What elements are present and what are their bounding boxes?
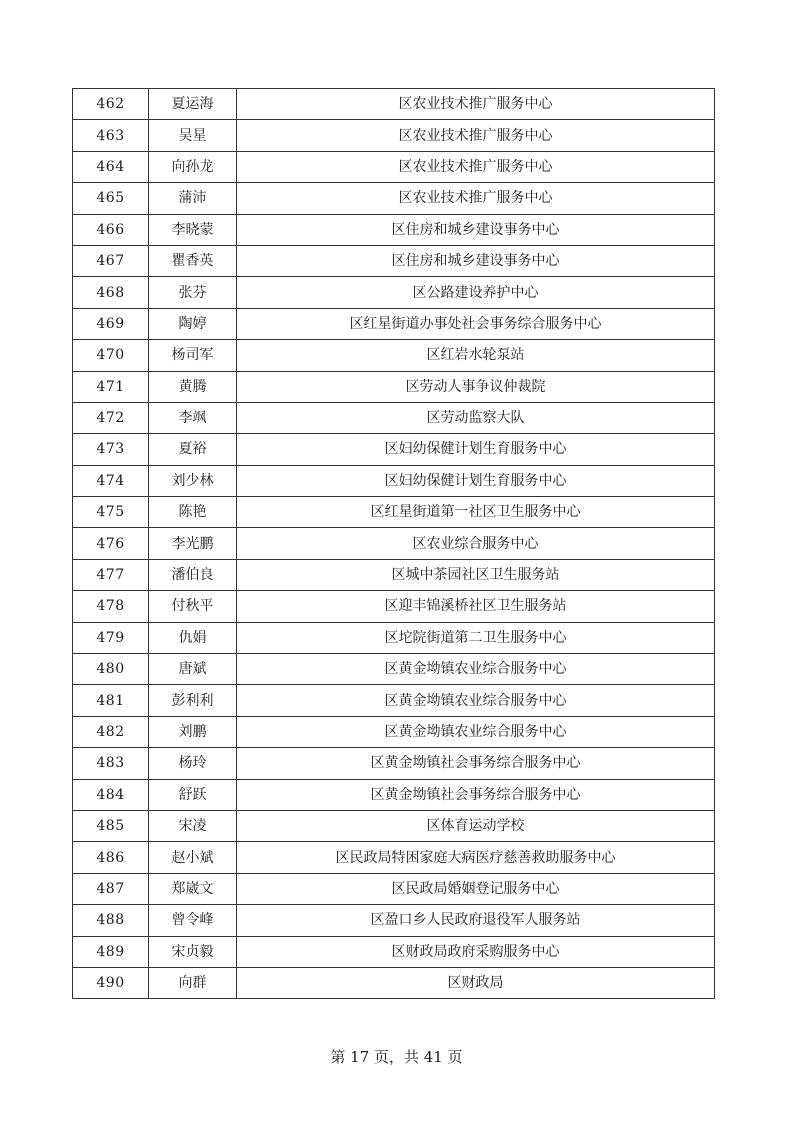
organization-cell: 区坨院街道第二卫生服务中心 [237,622,715,653]
organization-cell: 区城中茶园社区卫生服务站 [237,559,715,590]
organization-cell: 区黄金坳镇社会事务综合服务中心 [237,748,715,779]
row-number-cell: 485 [73,810,149,841]
organization-cell: 区农业技术推广服务中心 [237,89,715,120]
person-name-cell: 李晓蒙 [149,214,237,245]
row-number-cell: 472 [73,402,149,433]
row-number-cell: 484 [73,779,149,810]
table-row [73,151,715,182]
row-number-cell: 488 [73,905,149,936]
organization-cell: 区黄金坳镇社会事务综合服务中心 [237,779,715,810]
person-name-cell: 宋凌 [149,810,237,841]
table-row [73,497,715,528]
organization-cell: 区农业技术推广服务中心 [237,183,715,214]
row-number-cell: 466 [73,214,149,245]
table-row [73,528,715,559]
person-name-cell: 蒲沛 [149,183,237,214]
table-row [73,810,715,841]
person-name-cell: 夏裕 [149,434,237,465]
row-number-cell: 480 [73,654,149,685]
table-row [73,842,715,873]
organization-cell: 区住房和城乡建设事务中心 [237,214,715,245]
table-row [73,371,715,402]
personnel-table [72,88,715,999]
table-row [73,685,715,716]
organization-cell: 区公路建设养护中心 [237,277,715,308]
row-number-cell: 475 [73,497,149,528]
table-row [73,465,715,496]
person-name-cell: 陶婷 [149,308,237,339]
row-number-cell: 476 [73,528,149,559]
organization-cell: 区红岩水轮泵站 [237,340,715,371]
person-name-cell: 仇娟 [149,622,237,653]
person-name-cell: 赵小斌 [149,842,237,873]
table-row [73,622,715,653]
person-name-cell: 刘鹏 [149,716,237,747]
organization-cell: 区民政局婚姻登记服务中心 [237,873,715,904]
person-name-cell: 张芬 [149,277,237,308]
row-number-cell: 470 [73,340,149,371]
table-row [73,183,715,214]
page-number-footer: 第 17 页，共 41 页 [330,1048,463,1066]
person-name-cell: 唐斌 [149,654,237,685]
table-row [73,748,715,779]
row-number-cell: 483 [73,748,149,779]
row-number-cell: 478 [73,591,149,622]
person-name-cell: 付秋平 [149,591,237,622]
table-row [73,120,715,151]
row-number-cell: 479 [73,622,149,653]
row-number-cell: 481 [73,685,149,716]
row-number-cell: 490 [73,967,149,998]
table-row [73,967,715,998]
person-name-cell: 舒跃 [149,779,237,810]
table-body [73,89,715,999]
table-row [73,559,715,590]
organization-cell: 区黄金坳镇农业综合服务中心 [237,654,715,685]
person-name-cell: 彭利利 [149,685,237,716]
row-number-cell: 464 [73,151,149,182]
organization-cell: 区财政局 [237,967,715,998]
organization-cell: 区民政局特困家庭大病医疗慈善救助服务中心 [237,842,715,873]
table-row [73,340,715,371]
table-row [73,936,715,967]
person-name-cell: 杨司军 [149,340,237,371]
row-number-cell: 471 [73,371,149,402]
row-number-cell: 463 [73,120,149,151]
row-number-cell: 465 [73,183,149,214]
table-row [73,779,715,810]
table-row [73,873,715,904]
organization-cell: 区红星街道办事处社会事务综合服务中心 [237,308,715,339]
table-row [73,402,715,433]
person-name-cell: 向孙龙 [149,151,237,182]
table-row [73,434,715,465]
person-name-cell: 潘伯良 [149,559,237,590]
organization-cell: 区劳动监察大队 [237,402,715,433]
organization-cell: 区住房和城乡建设事务中心 [237,245,715,276]
table-row [73,591,715,622]
row-number-cell: 468 [73,277,149,308]
table-row [73,89,715,120]
organization-cell: 区劳动人事争议仲裁院 [237,371,715,402]
table-row [73,245,715,276]
person-name-cell: 杨玲 [149,748,237,779]
row-number-cell: 467 [73,245,149,276]
organization-cell: 区红星街道第一社区卫生服务中心 [237,497,715,528]
organization-cell: 区农业技术推广服务中心 [237,120,715,151]
person-name-cell: 向群 [149,967,237,998]
row-number-cell: 473 [73,434,149,465]
person-name-cell: 夏运海 [149,89,237,120]
row-number-cell: 482 [73,716,149,747]
organization-cell: 区黄金坳镇农业综合服务中心 [237,685,715,716]
person-name-cell: 陈艳 [149,497,237,528]
table-row [73,277,715,308]
person-name-cell: 宋贞毅 [149,936,237,967]
row-number-cell: 474 [73,465,149,496]
row-number-cell: 489 [73,936,149,967]
table-row [73,308,715,339]
person-name-cell: 李光鹏 [149,528,237,559]
organization-cell: 区妇幼保健计划生育服务中心 [237,465,715,496]
organization-cell: 区农业技术推广服务中心 [237,151,715,182]
row-number-cell: 487 [73,873,149,904]
row-number-cell: 486 [73,842,149,873]
row-number-cell: 462 [73,89,149,120]
organization-cell: 区盈口乡人民政府退役军人服务站 [237,905,715,936]
person-name-cell: 吴星 [149,120,237,151]
person-name-cell: 黄腾 [149,371,237,402]
row-number-cell: 469 [73,308,149,339]
organization-cell: 区体育运动学校 [237,810,715,841]
organization-cell: 区黄金坳镇农业综合服务中心 [237,716,715,747]
table-row [73,654,715,685]
table-row [73,214,715,245]
organization-cell: 区妇幼保健计划生育服务中心 [237,434,715,465]
person-name-cell: 郑崴文 [149,873,237,904]
organization-cell: 区农业综合服务中心 [237,528,715,559]
person-name-cell: 曾令峰 [149,905,237,936]
organization-cell: 区迎丰锦溪桥社区卫生服务站 [237,591,715,622]
person-name-cell: 李飒 [149,402,237,433]
organization-cell: 区财政局政府采购服务中心 [237,936,715,967]
person-name-cell: 刘少林 [149,465,237,496]
person-name-cell: 瞿香英 [149,245,237,276]
table-row [73,905,715,936]
row-number-cell: 477 [73,559,149,590]
table-row [73,716,715,747]
